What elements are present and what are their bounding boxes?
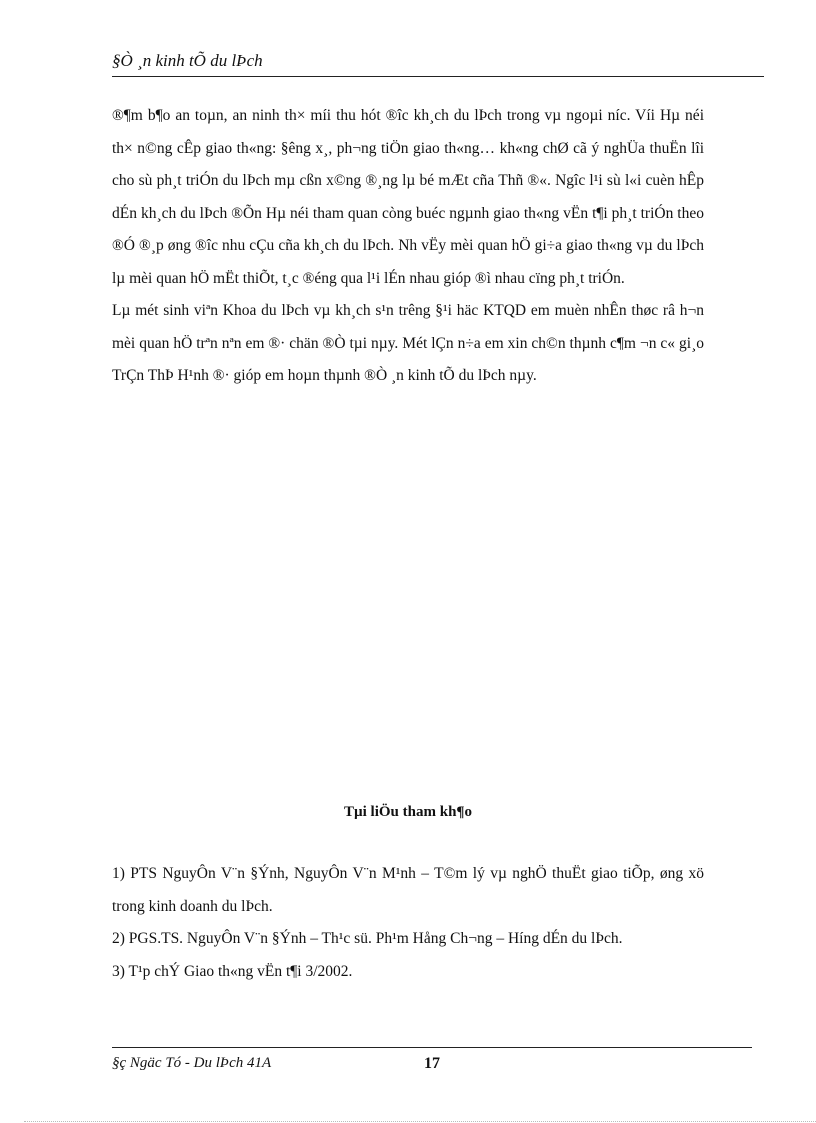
header-title: §Ò ¸n kinh tÕ du lÞch [112, 51, 263, 70]
reference-item-1: 1) PTS NguyÔn V¨n §Ýnh, NguyÔn V¨n M¹nh – T©m lý vµ nghÖ thuËt giao tiÕp, øng xö trong kinh doanh du lÞch. [112, 865, 704, 915]
page-bottom-border [24, 1121, 816, 1122]
footer-divider [112, 1047, 752, 1048]
references-heading: Tµi liÖu tham kh¶o [343, 804, 473, 820]
references-list [112, 858, 704, 988]
reference-item-2: 2) PGS.TS. NguyÔn V¨n §Ýnh – Th¹c sü. Ph¹m Hång Ch¬ng – Híng dÉn du lÞch. [112, 930, 623, 947]
header-divider [112, 76, 764, 77]
body-text [112, 100, 704, 393]
body-paragraph-2: Lµ mét sinh viªn Khoa du lÞch vµ kh¸ch s¹n trêng §¹i häc KTQD em muèn nhÊn thøc râ h¬n mèi quan hÖ trªn nªn em ®· chän ®Ò tµi nµy. Mét lÇn n÷a em xin ch©n thµnh c¶m ¬n c« gi¸o TrÇn ThÞ H¹nh ®· gióp em hoµn thµnh ®Ò ¸n kinh tÕ du lÞch nµy. [112, 302, 704, 384]
body-paragraph-1: ®¶m b¶o an toµn, an ninh th× míi thu hót ®îc kh¸ch du lÞch trong vµ ngoµi níc. Víi Hµ néi th× n©ng cÊp giao th«ng: §êng x¸, ph¬ng tiÖn giao th«ng… kh«ng chØ cã ý nghÜa thuËn lîi cho sù ph¸t triÓn du lÞch mµ cßn x©ng ®¸ng lµ bé mÆt cña Thñ ®«. Ngîc l¹i sù l«i cuèn hÊp dÉn kh¸ch du lÞch ®Õn Hµ néi tham quan còng buéc ngµnh giao th«ng vËn t¶i ph¸t triÓn theo ®Ó ®¸p øng ®îc nhu cÇu cña kh¸ch du lÞch. Nh vËy mèi quan hÖ gi÷a giao th«ng vµ du lÞch lµ mèi quan hÖ mËt thiÕt, t¸c ®éng qua l¹i lÉn nhau gióp ®ì nhau cïng ph¸t triÓn. [112, 107, 704, 287]
page-number: 17 [424, 1055, 440, 1072]
page-header [112, 50, 764, 72]
footer-author: §ç Ngäc Tó - Du lÞch 41A [112, 1055, 272, 1071]
reference-item-3: 3) T¹p chÝ Giao th«ng vËn t¶i 3/2002. [112, 962, 353, 980]
